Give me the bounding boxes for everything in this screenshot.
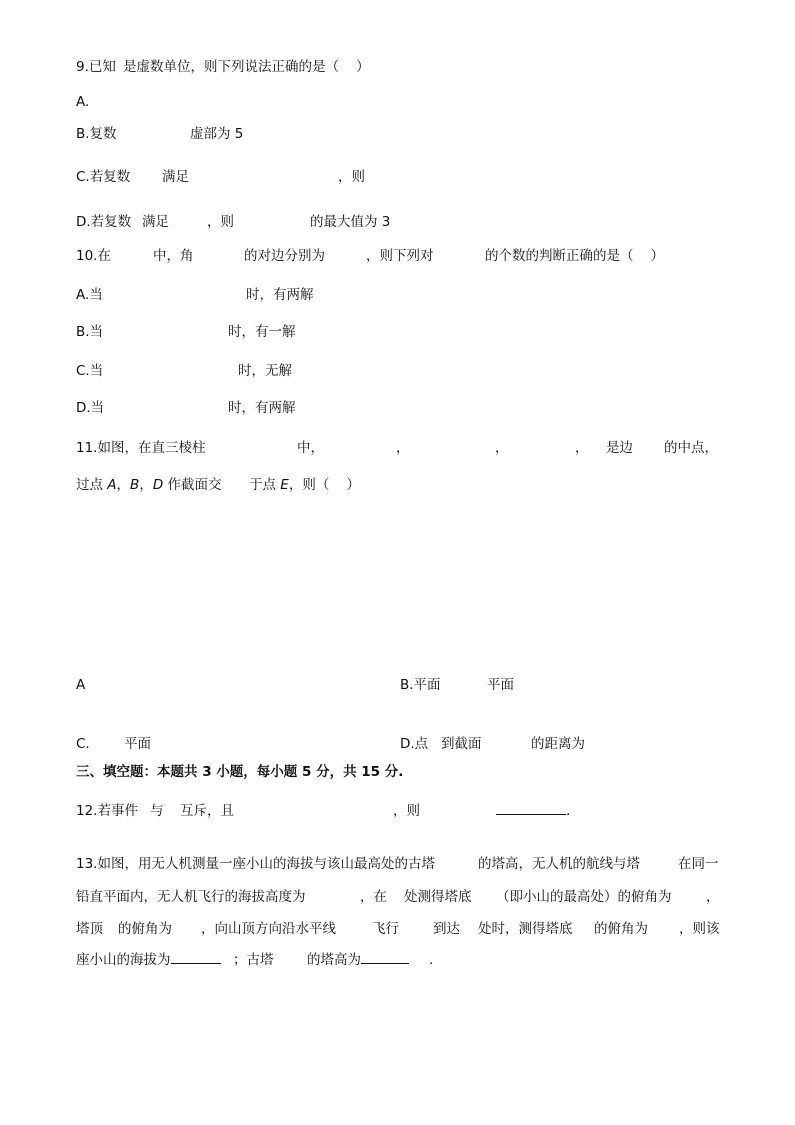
q13-line4-part-c: 的塔高为 [307, 951, 409, 969]
q9-stem-end: 是虚数单位，则下列说法正确的是（ ） [123, 59, 370, 75]
q11-option-d-text: 到截面 [441, 736, 482, 752]
q11-stem-part-d: 的中点， [664, 440, 718, 456]
q9-option-c-then: ，则 [338, 169, 365, 185]
q13-line4-part-b: ；古塔 [233, 952, 274, 968]
q13-line2-part-b: ，在 [360, 889, 387, 905]
q11-comma: ， [396, 440, 410, 456]
q10-option-d: D.当 [76, 400, 105, 416]
q9-option-c: C.若复数 [76, 169, 131, 185]
q13-line3-part-e: 到达 [433, 921, 460, 937]
q11-option-c-text: 平面 [124, 736, 151, 752]
q10-option-b: B.当 [76, 324, 104, 340]
q12-text: 12.若事件 [76, 803, 138, 819]
q12-answer-blank[interactable] [496, 802, 566, 815]
q13-line2: 铅直平面内，无人机飞行的海拔高度为 [76, 889, 306, 905]
q11-option-a: A [76, 677, 86, 693]
q13-line2-part-e: ， [706, 889, 720, 905]
q10-option-a: A.当 [76, 287, 103, 303]
q13-line3-part-f: 处时，测得塔底 [478, 921, 573, 937]
q11-comma: ， [495, 440, 509, 456]
q13-line1: 13.如图，用无人机测量一座小山的海拔与该山最高处的古塔 [76, 856, 435, 872]
q10-stem-start: 10.在 [76, 248, 111, 264]
q10-option-a-text: 时，有两解 [246, 287, 314, 303]
q9-option-d-then: ，则 [207, 214, 234, 230]
q11-stem-part-b: 中， [297, 440, 324, 456]
q9-stem-start: 9.已知 [76, 59, 116, 75]
q11-line2-part-c: 于点 E，则（ ） [249, 477, 360, 493]
q10-stem-part-d: ，则下列对 [366, 248, 434, 264]
q11-option-b: B.平面 [400, 677, 441, 693]
q9-option-b-text: 虚部为 5 [190, 126, 244, 142]
q10-option-b-text: 时，有一解 [228, 324, 296, 340]
q12-text: ，则 [393, 803, 420, 819]
q11-line2: 过点 A，B，D 作截面交 [76, 477, 222, 493]
q13-line3-part-d: 飞行 [372, 921, 399, 937]
q11-stem-start: 11.如图，在直三棱柱 [76, 440, 206, 456]
q9-option-c-text: 满足 [162, 169, 189, 185]
q10-option-c-text: 时，无解 [238, 363, 292, 379]
q13-line4: 座小山的海拔为 [76, 951, 221, 969]
q9-option-d-end: 的最大值为 3 [310, 214, 391, 230]
q9-option-b: B.复数 [76, 126, 117, 142]
q9-option-d-text: 满足 [142, 214, 169, 230]
q11-comma: ， [575, 440, 589, 456]
q13-line2-part-d: （即小山的最高处）的俯角为 [496, 889, 672, 905]
q11-option-d: D.点 [400, 736, 429, 752]
q13-line2-part-c: 处测得塔底 [404, 889, 472, 905]
q13-line3-part-c: ，向山顶方向沿水平线 [201, 921, 336, 937]
q12-answer: . [496, 802, 570, 820]
section-heading: 三、填空题：本题共 3 小题，每小题 5 分，共 15 分. [76, 764, 404, 780]
q13-line1-part-c: 在同一 [678, 856, 719, 872]
q10-stem-end: 的个数的判断正确的是（ ） [485, 248, 665, 264]
q11-stem-part-c: 是边 [606, 440, 633, 456]
q13-line1-part-b: 的塔高，无人机的航线与塔 [478, 856, 640, 872]
q10-stem-part-c: 的对边分别为 [244, 248, 325, 264]
q13-line3-part-b: 的俯角为 [118, 921, 172, 937]
q10-option-c: C.当 [76, 363, 104, 379]
q13-tower-height-blank[interactable] [361, 951, 409, 964]
q11-option-d-end: 的距离为 [531, 736, 585, 752]
q13-altitude-blank[interactable] [171, 951, 221, 964]
q9-option-a: A. [76, 94, 90, 110]
q9-option-d: D.若复数 [76, 214, 132, 230]
q10-option-d-text: 时，有两解 [228, 400, 296, 416]
q12-text: 与 [150, 803, 164, 819]
q13-line3: 塔顶 [76, 921, 103, 937]
q13-line4-end: . [429, 952, 434, 968]
q11-option-c: C. [76, 736, 90, 752]
q11-option-b-text: 平面 [487, 677, 514, 693]
q12-text: 互斥，且 [180, 803, 234, 819]
q10-stem-part-b: 中，角 [153, 248, 194, 264]
q13-line3-part-g: 的俯角为 [594, 921, 648, 937]
q13-line3-part-h: ，则该 [679, 921, 720, 937]
